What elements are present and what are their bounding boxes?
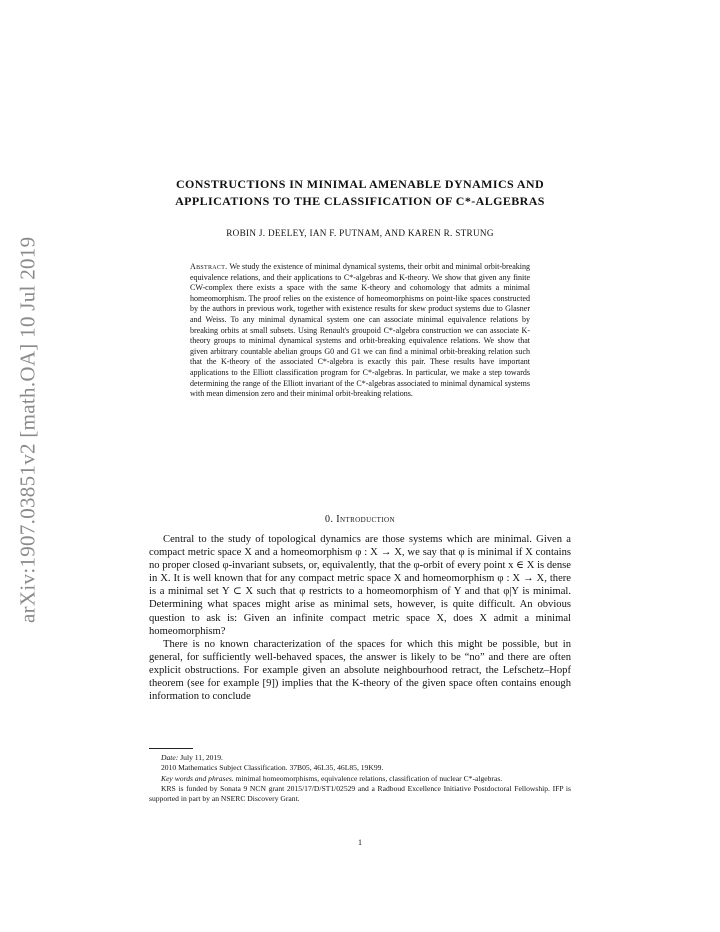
keywords-value: minimal homeomorphisms, equivalence relations, classification of nuclear C*-algebras.	[235, 773, 503, 783]
footnote-keywords	[149, 774, 571, 784]
date-value: July 11, 2019.	[180, 753, 223, 762]
paragraph: Central to the study of topological dynamics are those systems which are minimal. Given a compact metric space X and a homeomorphism φ : X → X, we say that φ is minimal if X contains no proper closed φ-invariant subsets, or, equivalently, that the φ-orbit of every point x ∈ X is dense in X. It is well known that for any compact metric space X and homeomorphism φ : X → X, there is a minimal set Y ⊂ X such that φ restricts to a homeomorphism of Y and that φ|Y is minimal. Determining what spaces might arise as minimal sets, however, is quite difficult. An obvious question to ask is: Given an infinite compact metric space X, does X admit a minimal homeomorphism?	[149, 534, 571, 637]
keywords-label: Key words and phrases.	[161, 773, 234, 783]
title-line-2: APPLICATIONS TO THE CLASSIFICATION OF C*-ALGEBRAS	[175, 194, 545, 208]
msc-label: 2010 Mathematics Subject Classification.	[161, 763, 288, 773]
footnote-date	[149, 753, 571, 763]
footnote-funding: KRS is funded by Sonata 9 NCN grant 2015/17/D/ST1/02529 and a Radboud Excellence Initiative Postdoctoral Fellowship. IFP is supported in part by an NSERC Discovery Grant.	[149, 783, 571, 804]
abstract	[190, 262, 530, 400]
abstract-label: Abstract.	[190, 262, 228, 271]
footnotes	[149, 753, 571, 804]
footnote-msc	[149, 763, 571, 773]
date-label: Date:	[161, 753, 179, 762]
arxiv-identifier-stamp: arXiv:1907.03851v2 [math.OA] 10 Jul 2019	[15, 236, 40, 624]
paragraph: There is no known characterization of the spaces for which this might be possible, but in general, for sufficiently well-behaved spaces, the answer is likely to be “no” and there are often explicit obstructions. For example given an absolute neighbourhood retract, the Lefschetz–Hopf theorem (see for example [9]) implies that the K-theory of the given space often contains enough information to conclude	[149, 638, 571, 703]
footnote-divider	[149, 748, 193, 749]
paper-title	[130, 176, 590, 210]
page-number: 1	[358, 838, 362, 847]
author-list: ROBIN J. DEELEY, IAN F. PUTNAM, AND KAREN R. STRUNG	[226, 228, 494, 238]
introduction-body	[149, 533, 571, 703]
abstract-text: We study the existence of minimal dynamical systems, their orbit and minimal orbit-breaking equivalence relations, and their applications to C*-algebras and K-theory. We show that given any finite CW-complex there exists a space with the same K-theory and cohomology that admits a minimal homeomorphism. The proof relies on the existence of homeomorphisms on point-like spaces constructed by the authors in previous work, together with existence results for skew product systems due to Glasner and Weiss. To any minimal dynamical system one can associate minimal equivalence relations by breaking orbits at small subsets. Using Renault's groupoid C*-algebra construction we can associate K-theory groups to minimal dynamical systems and orbit-breaking equivalence relations. We show that given arbitrary countable abelian groups G0 and G1 we can find a minimal orbit-breaking relation such that the K-theory of the associated C*-algebra is exactly this pair. These results have important applications to the Elliott classification program for C*-algebras. In particular, we make a step towards determining the range of the Elliott invariant of the C*-algebras associated to minimal dynamical systems with mean dimension zero and their minimal orbit-breaking relations.	[190, 262, 531, 399]
title-line-1: CONSTRUCTIONS IN MINIMAL AMENABLE DYNAMICS AND	[175, 177, 545, 191]
msc-value: 37B05, 46L35, 46L85, 19K99.	[289, 763, 384, 773]
section-heading-introduction: 0. Introduction	[325, 514, 395, 525]
